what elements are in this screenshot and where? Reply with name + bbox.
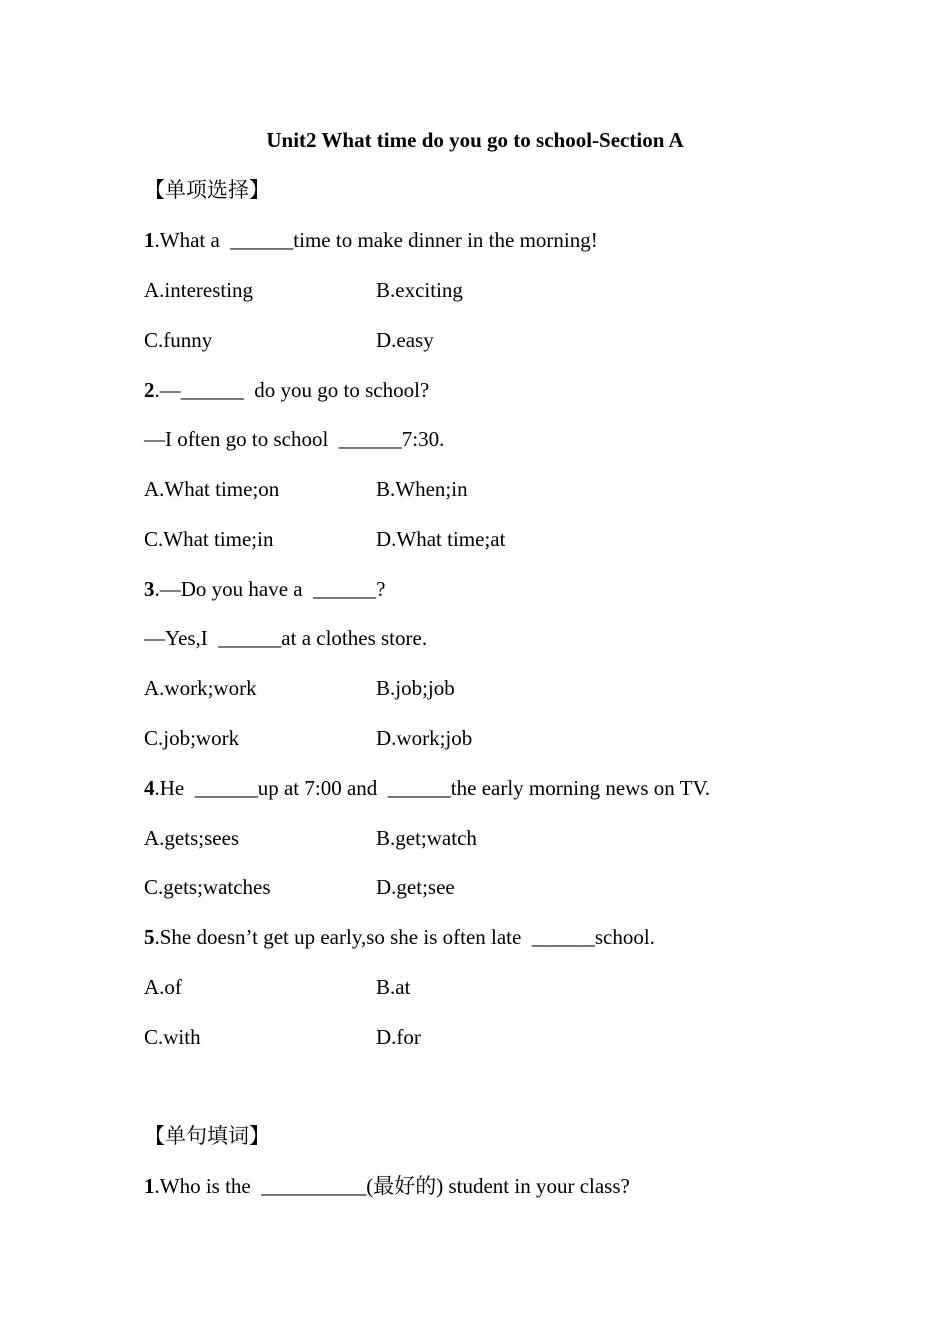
question-5 [144,924,655,950]
option-b: B.at [376,975,411,999]
question-1 [144,227,598,253]
question-2 [144,377,429,403]
question-number: 2 [144,378,155,402]
option-a: A.work;work [144,676,257,700]
section-heading-single-choice: 【单项选择】 [144,178,270,202]
option-c: C.What time;in [144,527,274,551]
option-a: A.of [144,975,182,999]
question-number: 5 [144,925,155,949]
option-a: A.What time;on [144,477,280,501]
question-number: 1 [144,1174,155,1198]
option-d: D.work;job [376,726,473,750]
option-b: B.exciting [376,278,463,302]
question-number: 1 [144,228,155,252]
question-4 [144,775,710,801]
option-a: A.gets;sees [144,826,240,850]
option-c: C.with [144,1025,201,1049]
question-text-line-2: —I often go to school ______7:30. [144,427,445,451]
question-text: .She doesn’t get up early,so she is often late ______school. [154,925,655,949]
option-b: B.When;in [376,477,468,501]
question-text: .—______ do you go to school? [154,378,430,402]
option-d: D.What time;at [376,527,506,551]
page-title: Unit2 What time do you go to school-Section A [266,128,684,152]
question-text: .—Do you have a ______? [154,577,386,601]
question-number: 3 [144,577,155,601]
option-b: B.get;watch [376,826,477,850]
question-text: .Who is the __________(最好的) student in your class? [154,1174,630,1198]
question-text-line-2: —Yes,I ______at a clothes store. [144,626,428,650]
option-d: D.get;see [376,875,455,899]
question-text: .What a ______time to make dinner in the morning! [154,228,598,252]
section-heading-fill-in: 【单句填词】 [144,1124,270,1148]
option-c: C.job;work [144,726,240,750]
question-number: 4 [144,776,155,800]
fill-in-question-1 [144,1173,630,1199]
option-d: D.easy [376,328,434,352]
option-d: D.for [376,1025,421,1049]
option-c: C.funny [144,328,213,352]
option-a: A.interesting [144,278,254,302]
option-b: B.job;job [376,676,455,700]
option-c: C.gets;watches [144,875,271,899]
question-text: .He ______up at 7:00 and ______the early morning news on TV. [154,776,711,800]
question-3 [144,576,385,602]
